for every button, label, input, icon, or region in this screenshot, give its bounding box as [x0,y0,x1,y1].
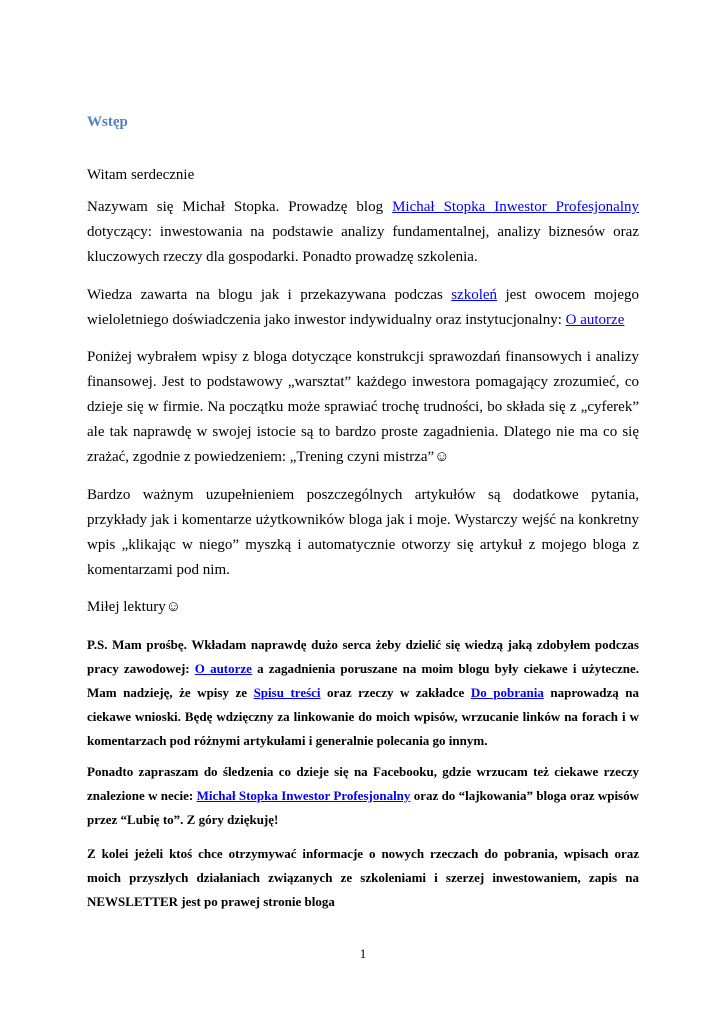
ps-text-4: naprowadzą na ciekawe wnioski. Będę wdzięczny za linkowanie do moich wpisów, wrzucanie linków na forach i w komentarzach pod różnymi artykułami i generalnie polecania go innym. [87,685,639,748]
about-author-link[interactable]: O autorze [565,312,625,328]
knowledge-text-1: Wiedza zawarta na blogu jak i przekazywana podczas [87,287,452,303]
trainings-link[interactable]: szkoleń [451,287,498,303]
intro-text-2: dotyczący: inwestowania na podstawie analizy fundamentalnej, analizy biznesów oraz kluczowych rzeczy dla gospodarki. Ponadto prowadzę szkolenia. [87,224,639,265]
ps-text-3: oraz rzeczy w zakładce [320,685,471,700]
ps-text-2: a zagadnienia poruszane na moim blogu były ciekawe i użyteczne. Mam nadzieję, że wpisy ze [87,661,639,700]
downloads-link[interactable]: Do pobrania [470,685,544,700]
intro-text-1: Nazywam się Michał Stopka. Prowadzę blog [87,199,393,215]
ps-text-1: P.S. Mam prośbę. Wkładam naprawdę dużo serca żeby dzielić się wiedzą jaką zdobyłem podczas pracy zawodowej: [87,637,639,676]
facebook-text-1: Ponadto zapraszam do śledzenia co dzieje się na Facebooku, gdzie wrzucam też ciekawe rzeczy znalezione w necie: [87,764,639,803]
page-number: 1 [359,946,367,961]
greeting-paragraph: Witam serdecznie [87,167,195,183]
knowledge-text-2: jest owocem mojego wieloletniego doświadczenia jako inwestor indywidualny oraz instytucjonalny: [87,287,639,328]
selection-paragraph: Poniżej wybrałem wpisy z bloga dotyczące konstrukcji sprawozdań finansowych i analizy finansowej. Jest to podstawowy „warsztat” każdego inwestora pomagający zrozumieć, co dzieje się w firmie. Na początku może sprawiać trochę trudności, bo składa się z „cyferek” ale tak naprawdę w swojej istocie są to bardzo proste zagadnienia. Dlatego nie ma co się zrażać, zgodnie z powiedzeniem: „Trening czyni mistrza”☺ [87,349,639,465]
facebook-text-2: oraz do “lajkowania” bloga oraz wpisów przez “Lubię to”. Z góry dziękuję! [87,788,640,827]
enjoy-reading-paragraph: Miłej lektury☺ [87,599,182,615]
newsletter-paragraph: Z kolei jeżeli ktoś chce otrzymywać informacje o nowych rzeczach do pobrania, wpisach oraz moich przyszłych działaniach związanych ze szkoleniami i szerzej inwestowaniem, zapis na NEWSLETTER jest po prawej stronie bloga [87,846,639,909]
facebook-link[interactable]: Michał Stopka Inwestor Profesjonalny [196,788,411,803]
blog-link[interactable]: Michał Stopka Inwestor Profesjonalny [392,199,640,215]
section-heading: Wstęp [87,114,128,130]
comments-paragraph: Bardzo ważnym uzupełnieniem poszczególnych artykułów są dodatkowe pytania, przykłady jak i komentarze użytkowników bloga jak i moje. Wystarczy wejść na konkretny wpis „klikając w niego” myszką i automatycznie otworzy się artykuł z mojego bloga z komentarzami pod nim. [87,487,639,578]
table-of-contents-link[interactable]: Spisu treści [253,685,321,700]
ps-request-paragraph [87,633,639,753]
knowledge-paragraph [87,283,639,333]
facebook-paragraph [87,760,639,832]
ps-about-author-link[interactable]: O autorze [194,661,252,676]
intro-paragraph [87,195,639,270]
